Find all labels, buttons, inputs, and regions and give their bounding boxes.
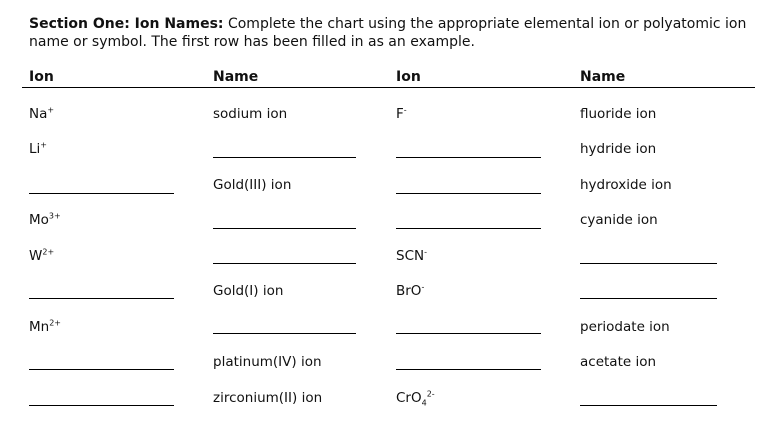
answer-blank-row-8-col-3[interactable] <box>396 369 541 370</box>
ion-charge: - <box>403 105 407 115</box>
answer-blank-row-4-col-2[interactable] <box>213 228 356 229</box>
section-heading: Section One: Ion Names: <box>29 16 224 32</box>
column-header-name-1: Name <box>213 69 259 85</box>
row-1-ion-2 <box>396 106 407 122</box>
ion-charge: 2- <box>426 389 435 399</box>
column-header-name-2: Name <box>580 69 626 85</box>
ion-charge: - <box>424 247 427 257</box>
ion-symbol: BrO <box>396 283 422 299</box>
ion-symbol: CrO <box>396 390 422 406</box>
answer-blank-row-3-col-3[interactable] <box>396 193 541 194</box>
row-9-ion-2 <box>396 390 435 406</box>
answer-blank-row-4-col-3[interactable] <box>396 228 541 229</box>
row-6-ion-2 <box>396 283 424 299</box>
ion-charge: 2+ <box>49 318 62 328</box>
row-5-ion-1 <box>29 248 54 264</box>
row-1-name-1: sodium ion <box>213 106 288 122</box>
column-header-ion-1: Ion <box>29 69 54 85</box>
answer-blank-row-9-col-1[interactable] <box>29 405 174 406</box>
row-2-name-2: hydride ion <box>580 141 657 157</box>
ion-symbol: Li <box>29 141 41 157</box>
row-1-ion-1 <box>29 106 54 122</box>
ion-subscript: 4 <box>421 398 427 408</box>
answer-blank-row-6-col-4[interactable] <box>580 298 717 299</box>
row-2-ion-1 <box>29 141 47 157</box>
ion-charge: - <box>421 282 425 292</box>
row-3-name-1: Gold(III) ion <box>213 177 292 193</box>
header-divider <box>22 87 755 88</box>
row-7-ion-1 <box>29 319 61 335</box>
ion-charge: + <box>47 105 55 115</box>
ion-charge: 3+ <box>48 211 61 221</box>
answer-blank-row-3-col-1[interactable] <box>29 193 174 194</box>
section-instructions <box>29 15 749 51</box>
ion-charge: + <box>40 140 47 150</box>
ion-symbol: Mo <box>29 212 49 228</box>
answer-blank-row-7-col-2[interactable] <box>213 333 356 334</box>
answer-blank-row-2-col-2[interactable] <box>213 157 356 158</box>
row-8-name-1: platinum(IV) ion <box>213 354 322 370</box>
row-8-name-2: acetate ion <box>580 354 657 370</box>
answer-blank-row-8-col-1[interactable] <box>29 369 174 370</box>
row-4-name-2: cyanide ion <box>580 212 658 228</box>
row-7-name-2: periodate ion <box>580 319 670 335</box>
answer-blank-row-5-col-2[interactable] <box>213 263 356 264</box>
answer-blank-row-6-col-1[interactable] <box>29 298 174 299</box>
ion-charge: 2+ <box>42 247 55 257</box>
ion-symbol: W <box>29 248 43 264</box>
answer-blank-row-5-col-4[interactable] <box>580 263 717 264</box>
row-3-name-2: hydroxide ion <box>580 177 672 193</box>
answer-blank-row-7-col-3[interactable] <box>396 333 541 334</box>
answer-blank-row-9-col-4[interactable] <box>580 405 717 406</box>
row-6-name-1: Gold(I) ion <box>213 283 284 299</box>
ion-symbol: SCN <box>396 248 425 264</box>
section-text: Complete the chart using the appropriate elemental ion or polyatomic ion name or symbol. The first row has been filled in as an example. <box>29 16 747 50</box>
ion-symbol: F <box>396 106 404 122</box>
ion-symbol: Mn <box>29 319 50 335</box>
row-4-ion-1 <box>29 212 61 228</box>
column-header-ion-2: Ion <box>396 69 421 85</box>
ion-symbol: Na <box>29 106 48 122</box>
answer-blank-row-2-col-3[interactable] <box>396 157 541 158</box>
row-9-name-1: zirconium(II) ion <box>213 390 323 406</box>
row-1-name-2: fluoride ion <box>580 106 657 122</box>
row-5-ion-2 <box>396 248 427 264</box>
